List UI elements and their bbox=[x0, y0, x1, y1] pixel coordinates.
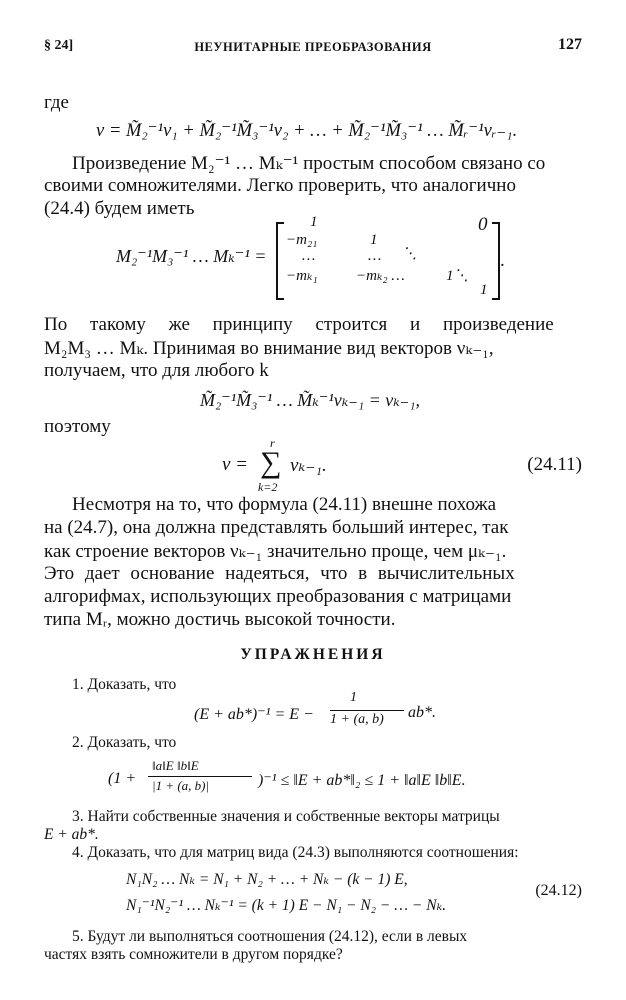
paragraph-3-line-4: Это дает основание надеяться, что в вычислительных bbox=[44, 563, 515, 584]
matrix-cell-5-4: 1 bbox=[480, 282, 488, 298]
exercise-1-label: 1. Доказать, что bbox=[72, 676, 177, 693]
paragraph-2-line-2: M₂M₃ … Mₖ. Принимая во внимание вид векторов νₖ₋₁, bbox=[44, 338, 494, 359]
running-title: НЕУНИТАРНЫЕ ПРЕОБРАЗОВАНИЯ bbox=[194, 40, 432, 54]
matrix-cell-1-1: 1 bbox=[310, 214, 318, 230]
exercise-3-line-1: 3. Найти собственные значения и собственные векторы матрицы bbox=[72, 808, 500, 825]
paragraph-3-line-3: как строение векторов νₖ₋₁ значительно проще, чем μₖ₋₁. bbox=[44, 541, 507, 562]
exercise-2-formula-left: (1 + bbox=[108, 770, 137, 787]
matrix-left-bracket bbox=[276, 222, 284, 300]
paragraph-2-line-1: По такому же принципу строится и произведение bbox=[44, 314, 554, 335]
equation-nu: ν = M̃₂⁻¹ν₁ + M̃₂⁻¹M̃₃⁻¹ν₂ + … + M̃₂⁻¹M̃₃⁻¹ … M̃ᵣ⁻¹νᵣ₋₁. bbox=[96, 121, 518, 141]
sum-sign: ∑ bbox=[260, 446, 282, 479]
matrix-cell-3-1: … bbox=[302, 248, 316, 264]
paragraph-3-line-5: алгорифмах, использующих преобразования с матрицами bbox=[44, 586, 512, 607]
matrix-cell-3-3: ⋱ bbox=[402, 246, 417, 262]
exercise-2-formula-right: )⁻¹ ≤ ‖E + ab*‖₂ ≤ 1 + ‖a‖E ‖b‖E. bbox=[258, 772, 466, 789]
exercise-5-line-2: частях взять сомножители в другом порядке? bbox=[44, 946, 343, 963]
exercise-4-label: 4. Доказать, что для матриц вида (24.3) выполняются соотношения: bbox=[72, 844, 519, 861]
matrix-cell-3-2: … bbox=[368, 248, 382, 264]
matrix-right-bracket bbox=[492, 222, 500, 300]
where-word: где bbox=[44, 92, 69, 113]
matrix-cell-2-1: −m₂₁ bbox=[286, 232, 318, 248]
exercise-2-fraction-numerator: ‖a‖E ‖b‖E bbox=[152, 758, 199, 773]
exercise-2-fraction-bar bbox=[148, 776, 252, 777]
matrix-cell-4-2: −mₖ₂ … bbox=[356, 268, 405, 284]
paragraph-3-line-6: типа Mᵣ, можно достичь высокой точности. bbox=[44, 609, 396, 630]
exercise-4-formula-1: N₁N₂ … Nₖ = N₁ + N₂ + … + Nₖ − (k − 1) E, bbox=[126, 871, 408, 888]
exercise-1-fraction-denominator: 1 + (a, b) bbox=[330, 712, 384, 727]
page-number: 127 bbox=[558, 36, 582, 53]
section-label: § 24] bbox=[44, 38, 74, 53]
matrix-product-lhs: M₂⁻¹M₃⁻¹ … Mₖ⁻¹ = bbox=[116, 246, 267, 266]
exercises-heading: УПРАЖНЕНИЯ bbox=[240, 646, 386, 663]
matrix-cell-2-2: 1 bbox=[370, 232, 378, 248]
paragraph-3-line-2: на (24.7), она должна представлять больший интерес, так bbox=[44, 517, 509, 538]
exercise-1-formula-left: (E + ab*)⁻¹ = E − bbox=[194, 706, 314, 723]
sum-lower-limit: k=2 bbox=[258, 480, 278, 494]
matrix-period: . bbox=[500, 250, 505, 271]
matrix-cell-4-3: 1⋱ bbox=[446, 268, 469, 284]
equation-sum-lhs: ν = bbox=[222, 454, 249, 475]
equation-sum-rhs: νₖ₋₁. bbox=[290, 455, 327, 476]
exercise-3-line-2: E + ab*. bbox=[44, 826, 99, 843]
paragraph-3-line-1: Несмотря на то, что формула (24.11) внешне похожа bbox=[72, 494, 497, 515]
paragraph-1-line-1: Произведение M₂⁻¹ … Mₖ⁻¹ простым способом связано со bbox=[72, 153, 546, 174]
matrix-cell-4-1: −mₖ₁ bbox=[286, 268, 318, 284]
paragraph-2-line-3: получаем, что для любого k bbox=[44, 360, 269, 381]
sum-upper-limit: r bbox=[270, 436, 275, 450]
paragraph-1-line-2: своими сомножителями. Легко проверить, что аналогично bbox=[44, 175, 516, 196]
matrix-cell-1-4: 0 bbox=[478, 214, 488, 235]
equation-number-24-11: (24.11) bbox=[527, 454, 582, 475]
equation-number-24-12: (24.12) bbox=[535, 882, 582, 899]
therefore-word: поэтому bbox=[44, 416, 111, 437]
exercise-2-label: 2. Доказать, что bbox=[72, 734, 177, 751]
exercise-1-formula-right: ab*. bbox=[408, 704, 436, 721]
exercise-5-line-1: 5. Будут ли выполняться соотношения (24.12), если в левых bbox=[72, 928, 468, 945]
exercise-1-fraction-numerator: 1 bbox=[350, 690, 357, 705]
exercise-4-formula-2: N₁⁻¹N₂⁻¹ … Nₖ⁻¹ = (k + 1) E − N₁ − N₂ − … − Nₖ. bbox=[126, 897, 447, 914]
exercise-2-fraction-denominator: |1 + (a, b)| bbox=[152, 778, 210, 793]
equation-vk: M̃₂⁻¹M̃₃⁻¹ … M̃ₖ⁻¹νₖ₋₁ = νₖ₋₁, bbox=[200, 390, 421, 410]
paragraph-1-line-3: (24.4) будем иметь bbox=[44, 198, 195, 219]
exercise-1-fraction-bar bbox=[330, 710, 404, 711]
